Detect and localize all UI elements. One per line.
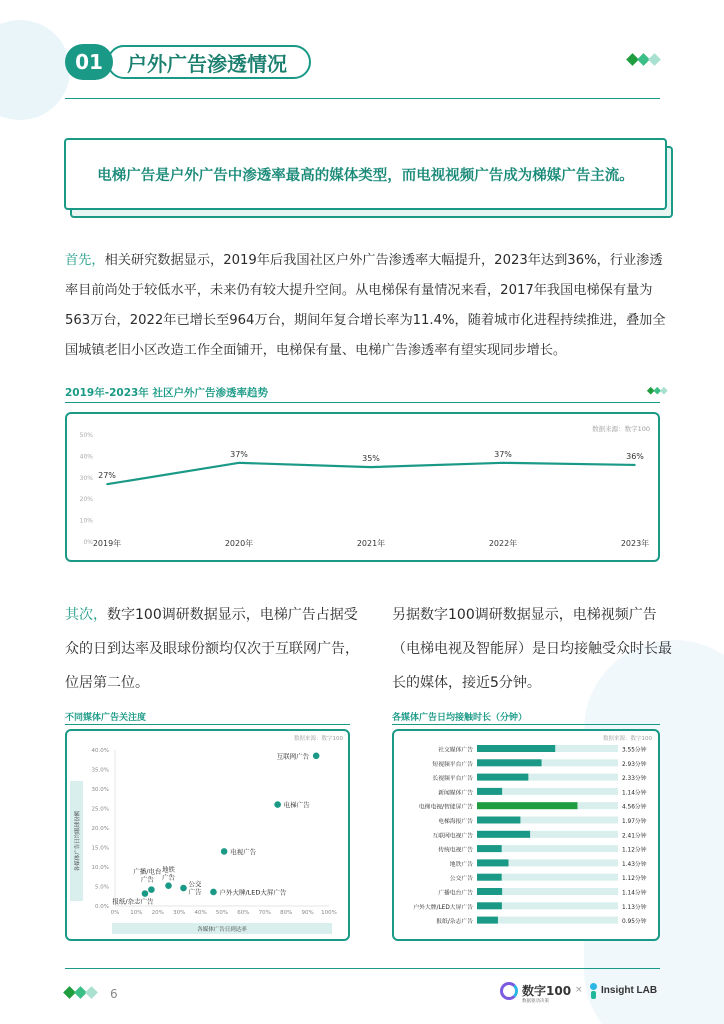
bar	[477, 845, 502, 852]
scatter-x-tick: 70%	[258, 910, 271, 916]
line-data-label: 36%	[626, 451, 644, 461]
scatter-x-tick: 50%	[215, 910, 229, 916]
line-y-tick: 0%	[83, 539, 93, 546]
bar-category-label: 长视频平台广告	[432, 776, 473, 783]
bar	[477, 859, 509, 866]
bar-category-label: 公交广告	[449, 876, 473, 883]
line-data-label: 35%	[362, 454, 380, 464]
bar-value-label: 1.43分钟	[622, 861, 647, 868]
bar-chart-title: 各媒体广告日均接触时长（分钟）	[392, 713, 528, 723]
scatter-point-label: 报纸/杂志广告	[112, 897, 154, 906]
line-data-label: 27%	[98, 471, 116, 481]
right-paragraph	[392, 598, 672, 700]
scatter-point-label: 广播/电台广告	[133, 867, 162, 884]
scatter-chart-source: 数据来源：数字100	[294, 736, 343, 742]
key-finding-banner: 电梯广告是户外广告中渗透率最高的媒体类型，而电视视频广告成为梯媒广告主流。	[64, 138, 667, 210]
scatter-x-tick: 10%	[130, 910, 143, 916]
line-data-label: 37%	[230, 449, 248, 459]
logo-separator: ×	[575, 985, 583, 995]
logo-swirl-icon	[500, 982, 518, 1000]
logo-insight-lab: Insight LAB	[601, 985, 658, 996]
scatter-point	[165, 882, 172, 889]
line-x-tick: 2022年	[488, 539, 518, 548]
bar	[477, 902, 502, 909]
scatter-point	[210, 889, 217, 896]
line-point	[634, 464, 636, 466]
bar	[477, 831, 530, 838]
scatter-point	[274, 801, 281, 808]
bar-category-label: 电梯电视/智能屏广告	[418, 804, 473, 811]
bar-chart-source: 数据来源：数字100	[603, 736, 652, 742]
line-x-tick: 2019年	[92, 539, 122, 548]
scatter-y-tick: 5.0%	[95, 884, 109, 891]
scatter-y-tick: 40.0%	[91, 748, 109, 754]
scatter-y-tick: 25.0%	[91, 806, 109, 813]
bar-track	[477, 917, 618, 924]
bar	[477, 817, 520, 824]
footer-divider	[65, 968, 660, 969]
line-chart-source: 数据来源：数字100	[592, 425, 650, 433]
bar-value-label: 2.41分钟	[622, 833, 647, 840]
bar-value-label: 0.95分钟	[622, 919, 647, 926]
line-series	[107, 463, 635, 484]
bar-value-label: 3.55分钟	[622, 747, 647, 754]
scatter-x-tick: 30%	[173, 910, 186, 916]
bar-category-label: 传统电视广告	[438, 847, 473, 854]
scatter-x-tick: 0%	[110, 910, 120, 916]
scatter-x-tick: 90%	[301, 910, 314, 916]
bar	[477, 759, 542, 766]
intro-text: 相关研究数据显示，2019年后我国社区户外广告渗透率大幅提升，2023年达到36%，行业渗透率目前尚处于较低水平，未来仍有较大提升空间。从电梯保有量情况来看，2017年我国电梯保有量为563万台，2022年已增长至964万台，期间年复合增长率为11.4%，随着城市化进程持续推进，叠加全国城镇老旧小区改造工作全面铺开，电梯保有量、电梯广告渗透率有望实现同步增长。	[65, 253, 666, 358]
scatter-y-label: 各媒体广告日均眼球份额	[75, 810, 81, 872]
header-divider	[65, 98, 660, 99]
scatter-x-tick: 40%	[194, 910, 207, 916]
section-title: 户外广告渗透情况	[107, 45, 311, 79]
line-chart-rule	[65, 402, 660, 403]
left-lead: 其次，	[65, 607, 107, 623]
bar-value-label: 1.97分钟	[622, 819, 647, 825]
insight-lab-icon	[590, 983, 597, 999]
bar-category-label: 互联网电视广告	[432, 833, 473, 840]
scatter-y-tick: 15.0%	[91, 845, 109, 852]
scatter-point	[142, 890, 149, 897]
scatter-chart-box	[65, 729, 350, 941]
line-point	[370, 466, 372, 468]
line-point	[106, 483, 108, 485]
scatter-x-label: 各媒体广告日到达率	[197, 927, 247, 933]
scatter-x-tick: 20%	[151, 910, 164, 916]
bar	[477, 774, 528, 781]
intro-lead: 首先，	[65, 253, 105, 268]
scatter-x-tick: 80%	[280, 910, 293, 916]
bar	[477, 874, 502, 881]
logo-shuzi100: 数字100	[522, 984, 572, 998]
scatter-chart-rule	[65, 724, 350, 725]
scatter-chart-title: 不同媒体广告关注度	[65, 713, 147, 723]
bar	[477, 888, 502, 895]
bar-value-label: 1.12分钟	[622, 876, 647, 883]
line-y-tick: 50%	[79, 432, 93, 439]
section-header	[65, 44, 311, 80]
line-y-tick: 20%	[79, 496, 93, 504]
scatter-point-label: 户外大牌/LED大屏广告	[219, 888, 287, 897]
bar-chart-rule	[392, 724, 660, 725]
scatter-y-tick: 0.0%	[95, 904, 109, 910]
bar-chart-box	[392, 729, 660, 941]
scatter-point-label: 地铁广告	[162, 865, 175, 882]
section-number: 01	[65, 44, 113, 80]
scatter-y-tick: 35.0%	[91, 767, 109, 774]
bar-value-label: 1.12分钟	[622, 847, 647, 854]
bar-category-label: 报纸/杂志广告	[436, 919, 473, 926]
diamonds-decoration	[628, 55, 661, 64]
line-y-tick: 40%	[79, 453, 93, 461]
bar-value-label: 4.56分钟	[622, 804, 647, 811]
bar-chart	[394, 731, 658, 939]
scatter-y-tick: 20.0%	[91, 826, 109, 832]
right-text: 另据数字100调研数据显示，电梯视频广告（电梯电视及智能屏）是日均接触受众时长最长的媒体，接近5分钟。	[392, 607, 672, 691]
page-number: 6	[110, 987, 118, 1001]
bar-category-label: 广播电台广告	[438, 890, 473, 897]
line-point	[502, 462, 504, 464]
bar-value-label: 2.93分钟	[622, 761, 647, 768]
line-x-tick: 2020年	[224, 539, 254, 548]
scatter-point	[148, 886, 155, 893]
line-x-tick: 2021年	[356, 539, 386, 548]
bar-category-label: 新闻媒体广告	[438, 790, 473, 797]
bar-category-label: 社交媒体广告	[438, 747, 473, 754]
line-x-tick: 2023年	[620, 539, 650, 548]
left-text: 数字100调研数据显示，电梯广告占据受众的日到达率及眼球份额均仅次于互联网广告，位居第二位。	[65, 607, 359, 691]
bar-category-label: 电梯海报广告	[438, 819, 473, 825]
line-y-tick: 10%	[79, 517, 93, 525]
scatter-point	[221, 848, 228, 855]
scatter-point	[180, 885, 187, 892]
left-paragraph	[65, 598, 360, 700]
line-chart-title: 2019年-2023年 社区户外广告渗透率趋势	[65, 387, 268, 399]
logo-shuzi100-tagline: 数据驱动决策	[522, 999, 549, 1004]
scatter-point-label: 互联网广告	[276, 752, 310, 761]
scatter-y-tick: 30.0%	[91, 787, 109, 793]
line-point	[238, 462, 240, 464]
bar-category-label: 短视频平台广告	[432, 761, 473, 768]
line-chart	[67, 414, 658, 560]
scatter-y-tick: 10.0%	[91, 865, 109, 871]
bar	[477, 745, 555, 752]
scatter-chart	[67, 731, 348, 939]
diamonds-decoration-small	[648, 388, 668, 393]
scatter-point-label: 公交广告	[188, 880, 202, 897]
footer-diamonds	[65, 988, 98, 997]
bar-value-label: 1.14分钟	[622, 890, 647, 897]
scatter-x-tick: 100%	[321, 910, 337, 916]
bar-category-label: 户外大牌/LED大屏广告	[413, 904, 473, 911]
bar	[477, 802, 577, 809]
bar-value-label: 1.13分钟	[622, 904, 647, 911]
scatter-point-label: 电梯广告	[283, 801, 310, 810]
line-chart-box	[65, 412, 660, 562]
scatter-x-tick: 60%	[237, 910, 250, 916]
scatter-point	[313, 753, 320, 760]
intro-paragraph	[65, 246, 670, 366]
scatter-point-label: 电视广告	[230, 847, 257, 856]
bar	[477, 788, 502, 795]
decorative-circle	[0, 20, 70, 120]
line-data-label: 37%	[494, 449, 512, 459]
bar-value-label: 1.14分钟	[622, 790, 647, 797]
bar-value-label: 2.33分钟	[622, 776, 647, 783]
bar	[477, 917, 498, 924]
bar-category-label: 地铁广告	[449, 861, 473, 868]
line-y-tick: 30%	[79, 474, 93, 482]
